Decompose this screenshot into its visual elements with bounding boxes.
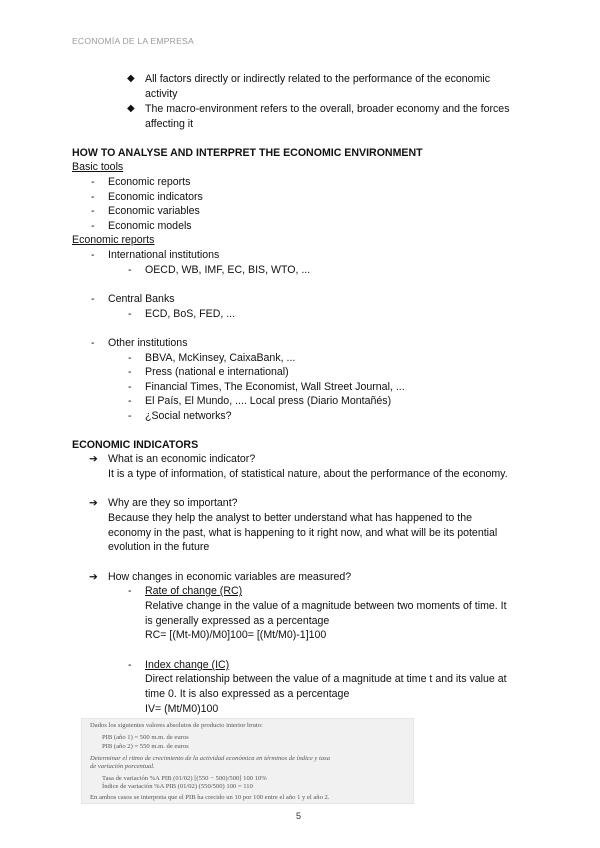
dash-icon: -: [128, 395, 132, 407]
arrow-right-icon: ➔: [89, 453, 98, 465]
answer-text: Because they help the analyst to better understand what has happened to the: [108, 512, 472, 524]
question-text: Why are they so important?: [108, 497, 238, 509]
example-line: PIB (año 2) = 550 m.m. de euros: [102, 743, 189, 750]
dash-icon: -: [91, 220, 95, 232]
formula-text: RC= [(Mt-M0)/M0]100= [(Mt/M0)-1]100: [145, 629, 327, 641]
example-image: [81, 718, 414, 804]
document-header: ECONOMÍA DE LA EMPRESA: [72, 36, 194, 46]
sub-list-item: ECD, BoS, FED, ...: [145, 308, 236, 320]
example-line: de variación porcentual.: [90, 763, 155, 770]
sub-list-item: OECD, WB, IMF, EC, BIS, WTO, ...: [145, 264, 311, 276]
example-line: Dados los siguientes valores absolutos de producto interior bruto:: [90, 722, 263, 729]
definition-text: is generally expressed as a percentage: [145, 615, 330, 627]
arrow-right-icon: ➔: [89, 497, 98, 509]
dash-icon: -: [128, 308, 132, 320]
index-change-label: Index change (IC): [145, 659, 230, 671]
sub-list-item: Press (national e international): [145, 366, 289, 378]
bullet-text: affecting it: [145, 118, 194, 130]
dash-icon: -: [128, 264, 132, 276]
example-line: PIB (año 1) = 500 m.m. de euros: [102, 734, 189, 741]
example-line: Determinar el ritmo de crecimiento de la actividad económica en términos de índice y tasa: [90, 755, 330, 762]
bullet-text: All factors directly or indirectly related to the performance of the economic: [145, 73, 491, 85]
answer-text: economy in the past, what is happening to it right now, and what will be its potential: [108, 527, 498, 539]
list-item: International institutions: [108, 249, 220, 261]
definition-text: Relative change in the value of a magnitude between two moments of time. It: [145, 600, 507, 612]
list-item: Economic variables: [108, 205, 200, 217]
answer-text: evolution in the future: [108, 541, 210, 553]
dash-icon: -: [128, 381, 132, 393]
list-item: Central Banks: [108, 293, 175, 305]
diamond-bullet-icon: ◆: [127, 103, 135, 114]
example-line: Índice de variación %A PIB (01/02) (550/500) 100 = 110: [102, 783, 253, 790]
example-line: Tasa de variación %A PIB (01/02) [(550 − 500)/500] 100 10%: [102, 775, 267, 782]
answer-text: It is a type of information, of statistical nature, about the performance of the economy.: [108, 468, 508, 480]
subheading-basic-tools: Basic tools: [72, 161, 124, 173]
rate-of-change-label: Rate of change (RC): [145, 585, 243, 597]
definition-text: time 0. It is also expressed as a percentage: [145, 688, 350, 700]
list-item: Economic indicators: [108, 191, 203, 203]
bullet-text: activity: [145, 88, 178, 100]
sub-list-item: Financial Times, The Economist, Wall Street Journal, ...: [145, 381, 405, 393]
list-item: Economic reports: [108, 176, 191, 188]
dash-icon: -: [91, 205, 95, 217]
dash-icon: -: [128, 410, 132, 422]
sub-list-item: ¿Social networks?: [145, 410, 232, 422]
example-line: En ambos casos se interpreta que el PIB ha crecido un 10 por 100 entre el año 1 y el año 2.: [90, 794, 330, 801]
sub-list-item: El País, El Mundo, .... Local press (Diario Montañés): [145, 395, 392, 407]
dash-icon: -: [128, 659, 132, 671]
bullet-text: The macro-environment refers to the overall, broader economy and the forces: [145, 103, 510, 115]
diamond-bullet-icon: ◆: [127, 73, 135, 84]
question-text: What is an economic indicator?: [108, 453, 256, 465]
dash-icon: -: [128, 352, 132, 364]
section-heading: ECONOMIC INDICATORS: [72, 439, 199, 451]
dash-icon: -: [91, 337, 95, 349]
dash-icon: -: [91, 191, 95, 203]
dash-icon: -: [91, 249, 95, 261]
subheading-economic-reports: Economic reports: [72, 234, 155, 246]
formula-text: IV= (Mt/M0)100: [145, 703, 219, 715]
arrow-right-icon: ➔: [89, 571, 98, 583]
dash-icon: -: [91, 176, 95, 188]
sub-list-item: BBVA, McKinsey, CaixaBank, ...: [145, 352, 296, 364]
section-heading: HOW TO ANALYSE AND INTERPRET THE ECONOMIC ENVIRONMENT: [72, 147, 423, 159]
list-item: Other institutions: [108, 337, 188, 349]
dash-icon: -: [91, 293, 95, 305]
page-number: 5: [296, 811, 302, 821]
list-item: Economic models: [108, 220, 192, 232]
question-text: How changes in economic variables are measured?: [108, 571, 352, 583]
dash-icon: -: [128, 585, 132, 597]
dash-icon: -: [128, 366, 132, 378]
definition-text: Direct relationship between the value of a magnitude at time t and its value at: [145, 673, 507, 685]
